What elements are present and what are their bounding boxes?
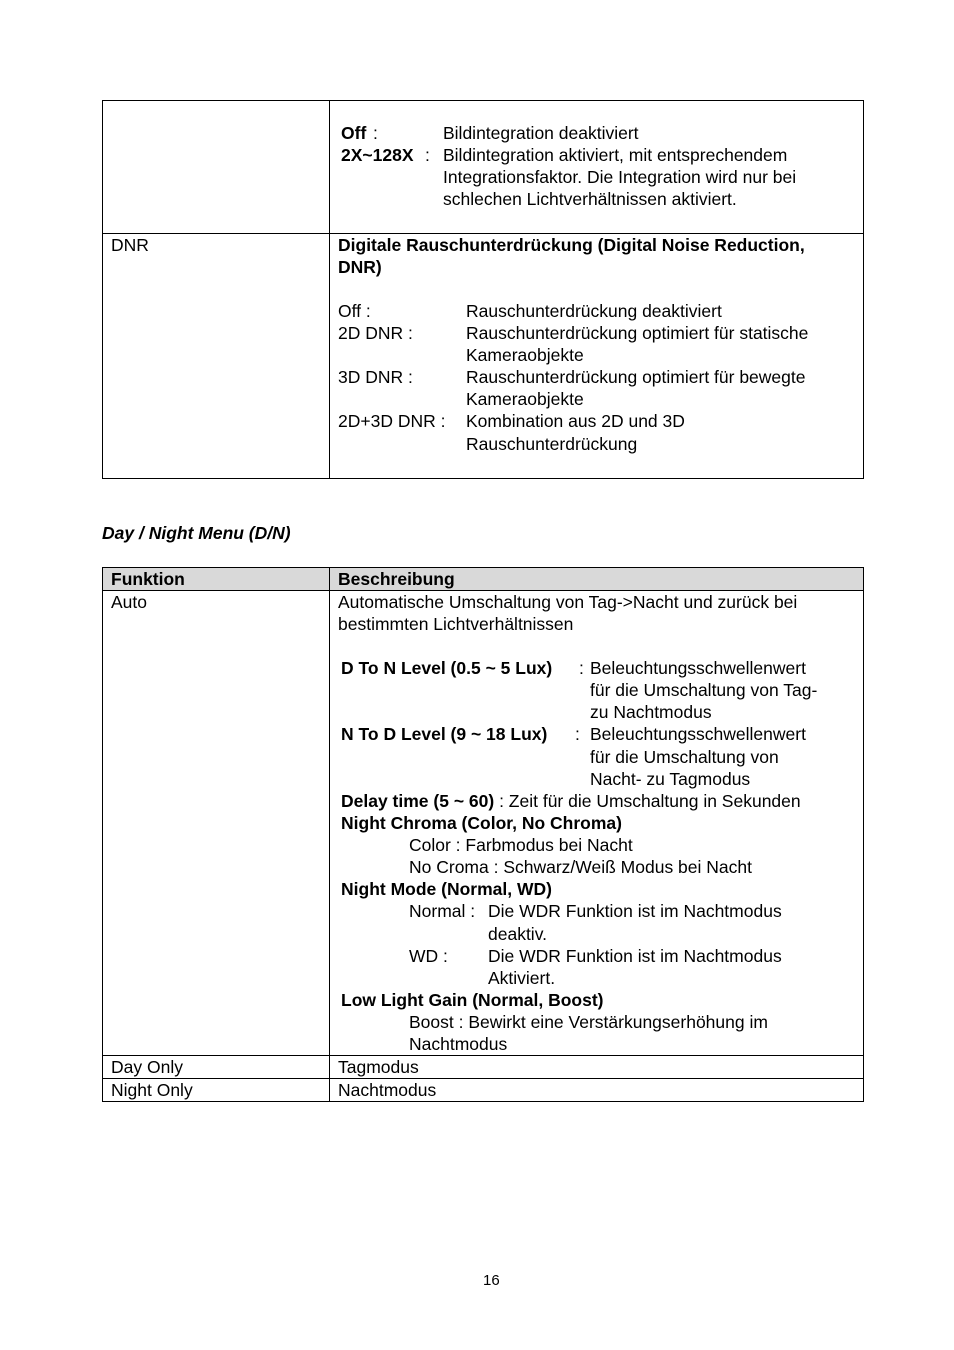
integration-off-desc: Bildintegration deaktiviert bbox=[443, 123, 639, 143]
n2d-level-sep: : bbox=[575, 724, 580, 744]
integration-off-sep: : bbox=[373, 123, 378, 143]
dnr-option-desc: Rauschunterdrückung optimiert für statische bbox=[466, 323, 809, 343]
dnr-option-desc: Kameraobjekte bbox=[466, 389, 584, 409]
day-night-table-col-divider bbox=[329, 567, 330, 1102]
d2n-level-desc: Beleuchtungsschwellenwert bbox=[590, 658, 806, 678]
dnr-option-desc: Rauschunterdrückung bbox=[466, 434, 638, 454]
n2d-level-key: N To D Level (9 ~ 18 Lux) bbox=[341, 724, 548, 744]
dnr-option-desc: Rauschunterdrückung deaktiviert bbox=[466, 301, 722, 321]
table-continued-col-divider bbox=[329, 100, 330, 479]
dnr-option-key: Off : bbox=[338, 301, 371, 321]
d2n-level-sep: : bbox=[579, 658, 584, 678]
night-only-function-cell: Night Only bbox=[111, 1080, 193, 1100]
night-mode-normal-desc: Die WDR Funktion ist im Nachtmodus bbox=[488, 901, 782, 921]
header-beschreibung: Beschreibung bbox=[338, 569, 455, 589]
page-number: 16 bbox=[483, 1272, 500, 1289]
integration-x-desc-line: schlechen Lichtverhältnissen aktiviert. bbox=[443, 189, 737, 209]
night-chroma-option: No Croma : Schwarz/Weiß Modus bei Nacht bbox=[409, 857, 752, 877]
dnr-heading-line: Digitale Rauschunterdrückung (Digital Noise Reduction, bbox=[338, 235, 805, 255]
dnr-heading-line: DNR) bbox=[338, 257, 382, 277]
auto-intro-line: Automatische Umschaltung von Tag->Nacht und zurück bei bbox=[338, 592, 798, 612]
integration-off-key: Off bbox=[341, 123, 367, 143]
integration-x-desc-line: Integrationsfaktor. Die Integration wird nur bei bbox=[443, 167, 797, 187]
n2d-level-desc: Nacht- zu Tagmodus bbox=[590, 769, 751, 789]
night-mode-heading: Night Mode (Normal, WD) bbox=[341, 879, 552, 899]
night-mode-wd-key: WD : bbox=[409, 946, 448, 966]
integration-x-key: 2X~128X bbox=[341, 145, 414, 165]
night-chroma-option: Color : Farbmodus bei Nacht bbox=[409, 835, 633, 855]
integration-x-desc-line: Bildintegration aktiviert, mit entsprechendem bbox=[443, 145, 788, 165]
auto-intro-line: bestimmten Lichtverhältnissen bbox=[338, 614, 574, 634]
d2n-level-desc: für die Umschaltung von Tag- bbox=[590, 680, 818, 700]
night-chroma-heading: Night Chroma (Color, No Chroma) bbox=[341, 813, 622, 833]
day-night-table-row-divider bbox=[102, 1078, 864, 1079]
section-title: Day / Night Menu (D/N) bbox=[102, 523, 291, 543]
d2n-level-key: D To N Level (0.5 ~ 5 Lux) bbox=[341, 658, 553, 678]
dnr-function-cell: DNR bbox=[111, 235, 149, 255]
low-light-gain-option: Boost : Bewirkt eine Verstärkungserhöhung im bbox=[409, 1012, 768, 1032]
night-mode-wd-desc: Aktiviert. bbox=[488, 968, 556, 988]
night-mode-normal-desc: deaktiv. bbox=[488, 924, 548, 944]
dnr-option-desc: Kameraobjekte bbox=[466, 345, 584, 365]
low-light-gain-option: Nachtmodus bbox=[409, 1034, 508, 1054]
delay-time-key: Delay time (5 ~ 60) bbox=[341, 791, 495, 811]
low-light-gain-heading: Low Light Gain (Normal, Boost) bbox=[341, 990, 604, 1010]
dnr-option-desc: Rauschunterdrückung optimiert für bewegte bbox=[466, 367, 806, 387]
integration-x-sep: : bbox=[425, 145, 430, 165]
delay-time-line bbox=[341, 790, 801, 812]
header-funktion: Funktion bbox=[111, 569, 185, 589]
dnr-option-key: 2D DNR : bbox=[338, 323, 413, 343]
day-only-function-cell: Day Only bbox=[111, 1057, 183, 1077]
dnr-option-desc: Kombination aus 2D und 3D bbox=[466, 411, 685, 431]
night-mode-normal-key: Normal : bbox=[409, 901, 476, 921]
dnr-option-key: 2D+3D DNR : bbox=[338, 411, 446, 431]
n2d-level-desc: für die Umschaltung von bbox=[590, 747, 779, 767]
delay-time-desc: : Zeit für die Umschaltung in Sekunden bbox=[499, 791, 801, 811]
night-mode-wd-desc: Die WDR Funktion ist im Nachtmodus bbox=[488, 946, 782, 966]
night-only-desc-cell: Nachtmodus bbox=[338, 1080, 437, 1100]
dnr-option-key: 3D DNR : bbox=[338, 367, 413, 387]
day-night-table-row-divider bbox=[102, 1055, 864, 1056]
auto-function-cell: Auto bbox=[111, 592, 147, 612]
d2n-level-desc: zu Nachtmodus bbox=[590, 702, 712, 722]
n2d-level-desc: Beleuchtungsschwellenwert bbox=[590, 724, 806, 744]
day-only-desc-cell: Tagmodus bbox=[338, 1057, 419, 1077]
